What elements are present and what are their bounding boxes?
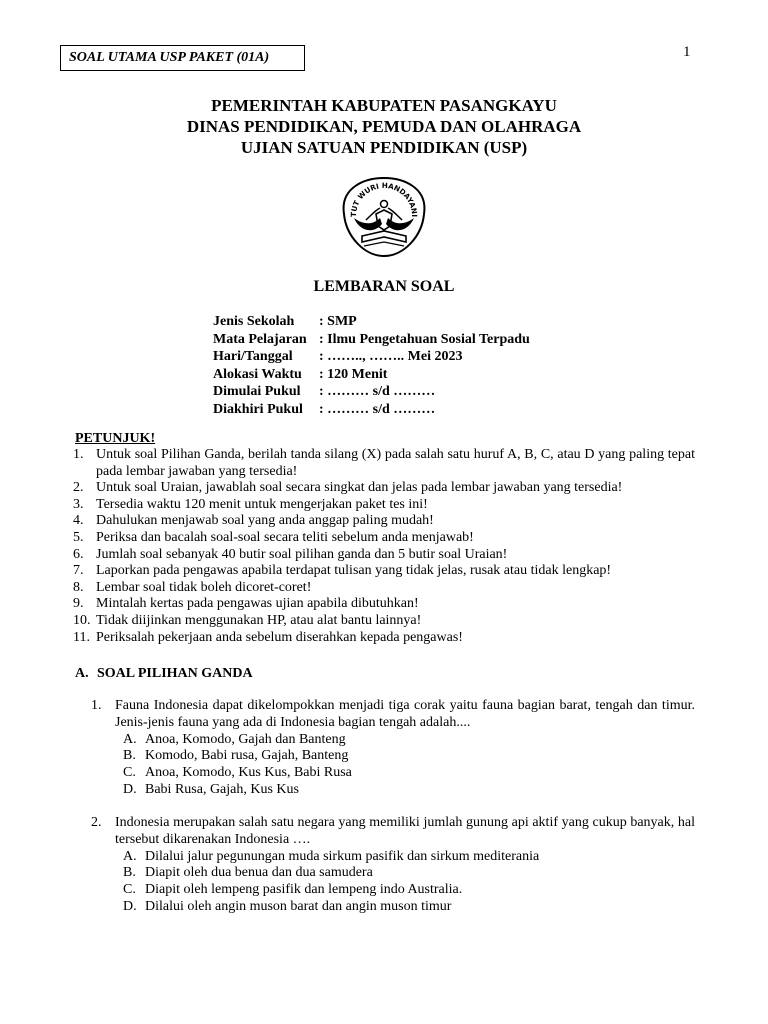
instruction-item <box>73 630 695 647</box>
info-value: : Ilmu Pengetahuan Sosial Terpadu <box>319 331 530 347</box>
paket-label: SOAL UTAMA USP PAKET (01A) <box>69 50 270 65</box>
question-text: Indonesia merupakan salah satu negara yang memiliki jumlah gunung api aktif yang cukup banyak, hal tersebut dikarenakan Indonesia …. <box>115 815 695 847</box>
instruction-text: Tersedia waktu 120 menit untuk mengerjakan paket tes ini! <box>96 496 428 512</box>
answer-option <box>123 849 695 866</box>
info-label: Alokasi Waktu <box>213 366 302 382</box>
instructions-list <box>73 447 695 646</box>
option-text: Dilalui oleh angin muson barat dan angin muson timur <box>145 898 452 914</box>
question-item <box>91 815 695 916</box>
header-line-1: PEMERINTAH KABUPATEN PASANGKAYU <box>211 96 557 115</box>
instruction-text: Laporkan pada pengawas apabila terdapat tulisan yang tidak jelas, rusak atau tidak lengkap! <box>96 563 612 579</box>
info-value: : 120 Menit <box>319 366 388 382</box>
option-text: Diapit oleh lempeng pasifik dan lempeng indo Australia. <box>145 882 463 898</box>
instruction-item <box>73 547 695 564</box>
instruction-text: Periksa dan bacalah soal-soal secara teliti sebelum anda menjawab! <box>96 529 474 545</box>
instruction-text: Untuk soal Pilihan Ganda, berilah tanda silang (X) pada salah satu huruf A, B, C, atau D yang paling tepat pada lembar jawaban yang tersedia! <box>96 447 695 479</box>
sheet-title: LEMBARAN SOAL <box>313 278 455 295</box>
section-title: SOAL PILIHAN GANDA <box>97 666 253 681</box>
instruction-item <box>73 480 695 497</box>
instruction-number: 1. <box>73 447 84 462</box>
header-line-2: DINAS PENDIDIKAN, PEMUDA DAN OLAHRAGA <box>186 117 582 136</box>
instruction-number: 6. <box>73 546 84 562</box>
info-value: : SMP <box>319 314 357 329</box>
option-text: Komodo, Babi rusa, Gajah, Banteng <box>145 748 349 764</box>
answer-option <box>123 732 695 749</box>
question-item <box>91 698 695 799</box>
instruction-text: Periksalah pekerjaan anda sebelum diserahkan kepada pengawas! <box>96 629 463 645</box>
instruction-number: 9. <box>73 596 84 612</box>
instruction-item <box>73 563 695 580</box>
instruction-item <box>73 580 695 597</box>
answer-option <box>123 748 695 765</box>
instruction-text: Dahulukan menjawab soal yang anda anggap paling mudah! <box>96 513 434 529</box>
option-letter: C. <box>123 882 136 898</box>
answer-options <box>123 849 695 916</box>
instruction-number: 4. <box>73 513 84 529</box>
tut-wuri-handayani-logo-icon <box>336 174 432 260</box>
instruction-number: 5. <box>73 529 84 545</box>
info-row <box>213 313 530 331</box>
answer-option <box>123 899 695 916</box>
option-letter: A. <box>123 848 137 864</box>
instruction-text: Tidak diijinkan menggunakan HP, atau alat bantu lainnya! <box>96 612 422 628</box>
info-label: Jenis Sekolah <box>213 314 295 329</box>
answer-option <box>123 765 695 782</box>
info-row <box>213 366 530 384</box>
instruction-text: Lembar soal tidak boleh dicoret-coret! <box>96 579 312 595</box>
svg-text:TUT WURI HANDAYANI <box>349 181 419 217</box>
info-row <box>213 331 530 349</box>
info-value: : ……… s/d ……… <box>319 401 436 417</box>
question-number: 1. <box>91 698 102 713</box>
info-label: Hari/Tanggal <box>213 349 293 365</box>
info-value: : …….., …….. Mei 2023 <box>319 349 463 365</box>
header-line-3: UJIAN SATUAN PENDIDIKAN (USP) <box>240 138 528 157</box>
option-letter: B. <box>123 748 136 764</box>
instruction-item <box>73 596 695 613</box>
instruction-item <box>73 613 695 630</box>
instruction-number: 7. <box>73 563 84 579</box>
option-text: Diapit oleh dua benua dan dua samudera <box>145 865 373 881</box>
logo-motto: TUT WURI HANDAYANI <box>348 180 420 218</box>
option-letter: B. <box>123 865 136 881</box>
option-text: Dilalui jalur pegunungan muda sirkum pasifik dan sirkum mediterania <box>145 848 540 864</box>
question-number: 2. <box>91 815 102 830</box>
answer-option <box>123 782 695 799</box>
instruction-text: Mintalah kertas pada pengawas ujian apabila dibutuhkan! <box>96 596 419 612</box>
answer-option <box>123 865 695 882</box>
instruction-item <box>73 447 695 480</box>
instruction-item <box>73 530 695 547</box>
option-letter: D. <box>123 781 137 797</box>
instruction-number: 2. <box>73 480 84 496</box>
exam-info <box>213 313 530 419</box>
instruction-item <box>73 513 695 530</box>
paket-label-box <box>60 45 305 71</box>
instruction-text: Untuk soal Uraian, jawablah soal secara singkat dan jelas pada lembar jawaban yang tersedia! <box>96 480 623 496</box>
option-text: Anoa, Komodo, Gajah dan Banteng <box>145 731 346 747</box>
info-row <box>213 401 530 419</box>
document-header <box>0 95 768 158</box>
instruction-number: 3. <box>73 496 84 512</box>
info-label: Mata Pelajaran <box>213 331 307 347</box>
instruction-number: 11. <box>73 629 90 645</box>
info-row <box>213 383 530 401</box>
info-label: Diakhiri Pukul <box>213 401 303 417</box>
page-number: 1 <box>683 44 691 60</box>
instruction-number: 8. <box>73 579 84 595</box>
option-letter: D. <box>123 898 137 914</box>
info-row <box>213 348 530 366</box>
section-heading <box>75 666 253 682</box>
question-row <box>91 698 695 732</box>
option-letter: A. <box>123 731 137 747</box>
question-row <box>91 815 695 849</box>
instructions-title: PETUNJUK! <box>75 431 156 446</box>
option-letter: C. <box>123 765 136 781</box>
option-text: Babi Rusa, Gajah, Kus Kus <box>145 781 299 797</box>
answer-options <box>123 732 695 799</box>
instruction-item <box>73 497 695 514</box>
option-text: Anoa, Komodo, Kus Kus, Babi Rusa <box>145 765 352 781</box>
info-value: : ……… s/d ……… <box>319 384 436 400</box>
instruction-number: 10. <box>73 612 91 628</box>
question-text: Fauna Indonesia dapat dikelompokkan menjadi tiga corak yaitu fauna bagian barat, tengah dan timur. Jenis-jenis fauna yang ada di Indonesia bagian tengah adalah.... <box>115 698 695 730</box>
instruction-text: Jumlah soal sebanyak 40 butir soal pilihan ganda dan 5 butir soal Uraian! <box>96 546 508 562</box>
section-letter: A. <box>75 666 89 681</box>
info-label: Dimulai Pukul <box>213 384 301 400</box>
answer-option <box>123 882 695 899</box>
